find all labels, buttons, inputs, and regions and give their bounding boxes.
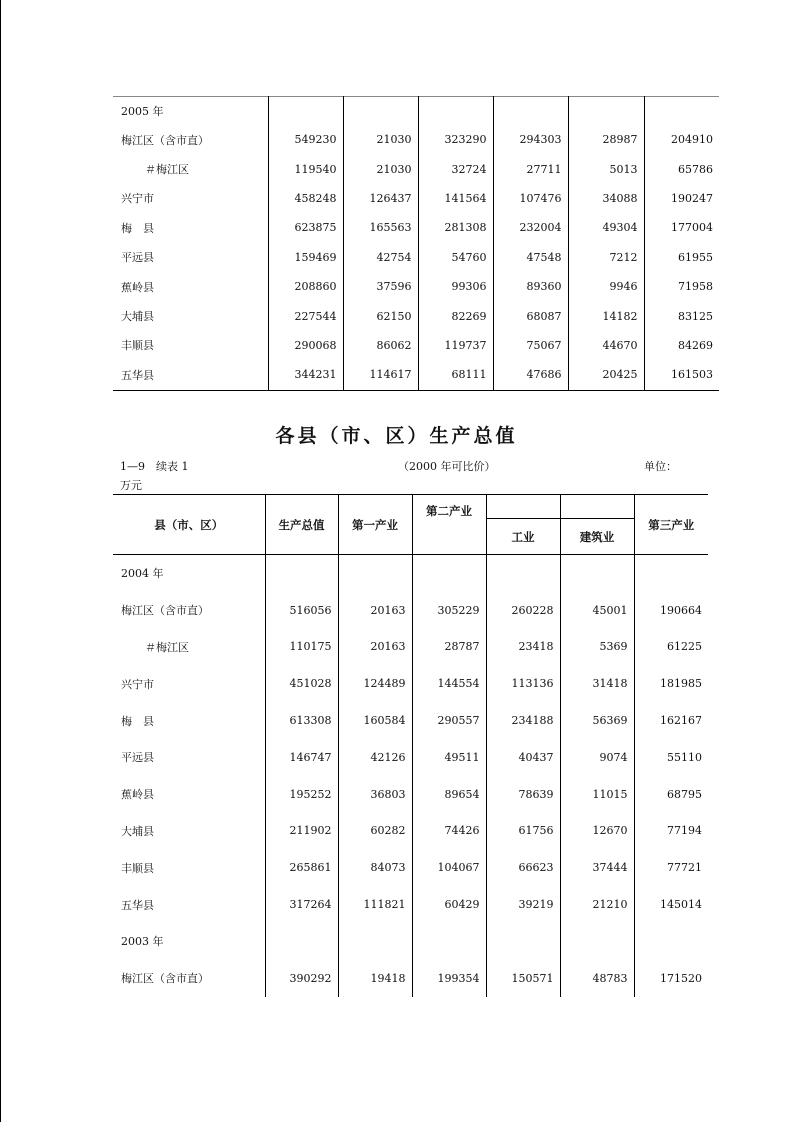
county-name: 丰顺县 <box>121 339 154 353</box>
value-cell: 145014 <box>634 886 708 923</box>
value-cell: 78639 <box>486 776 560 813</box>
table-row <box>113 360 719 390</box>
value-cell: 48783 <box>560 960 634 997</box>
value-cell: 28987 <box>568 125 644 154</box>
county-name: 兴宁市 <box>121 677 154 691</box>
value-cell: 265861 <box>265 849 338 886</box>
value-cell: 14182 <box>568 301 644 330</box>
value-cell: 20163 <box>338 629 412 666</box>
value-cell: 31418 <box>560 665 634 702</box>
value-cell: 458248 <box>268 184 343 213</box>
year-label: 2003 年 <box>121 935 164 949</box>
value-cell: 68111 <box>418 360 493 390</box>
county-name: 蕉岭县 <box>121 788 154 802</box>
value-cell: 119737 <box>418 331 493 360</box>
value-cell: 227544 <box>268 301 343 330</box>
value-cell: 40437 <box>486 739 560 776</box>
table-row <box>113 739 708 776</box>
value-cell: 613308 <box>265 702 338 739</box>
value-cell: 159469 <box>268 243 343 272</box>
value-cell: 390292 <box>265 960 338 997</box>
value-cell: 44670 <box>568 331 644 360</box>
table-row <box>113 665 708 702</box>
year-label: 2005 年 <box>121 105 164 118</box>
value-cell: 177004 <box>644 213 719 242</box>
value-cell: 54760 <box>418 243 493 272</box>
value-cell: 9946 <box>568 272 644 301</box>
value-cell: 89360 <box>493 272 568 301</box>
header-secondary: 第二产业 <box>412 495 486 519</box>
value-cell: 42754 <box>343 243 418 272</box>
county-name: 五华县 <box>121 368 154 382</box>
county-name: ＃梅江区 <box>145 640 189 654</box>
county-name: 梅江区（含市直） <box>121 133 209 147</box>
value-cell: 84073 <box>338 849 412 886</box>
table-row <box>113 331 719 360</box>
value-cell: 68087 <box>493 301 568 330</box>
value-cell: 7212 <box>568 243 644 272</box>
gdp-table-2005 <box>113 96 719 391</box>
county-name: 大埔县 <box>121 310 154 324</box>
county-name: 平远县 <box>121 251 154 265</box>
value-cell: 99306 <box>418 272 493 301</box>
county-name: 丰顺县 <box>121 861 154 875</box>
value-cell: 61955 <box>644 243 719 272</box>
value-cell: 290068 <box>268 331 343 360</box>
value-cell: 344231 <box>268 360 343 390</box>
value-cell: 61756 <box>486 813 560 850</box>
header-tertiary: 第三产业 <box>634 495 708 555</box>
value-cell: 150571 <box>486 960 560 997</box>
value-cell: 20163 <box>338 592 412 629</box>
value-cell: 60282 <box>338 813 412 850</box>
value-cell: 110175 <box>265 629 338 666</box>
value-cell: 190247 <box>644 184 719 213</box>
value-cell: 39219 <box>486 886 560 923</box>
gdp-table-2004-2003 <box>113 494 708 997</box>
header-gdp: 生产总值 <box>265 495 338 555</box>
table-row <box>113 776 708 813</box>
value-cell: 89654 <box>412 776 486 813</box>
value-cell: 161503 <box>644 360 719 390</box>
county-name: 蕉岭县 <box>121 280 154 294</box>
value-cell: 232004 <box>493 213 568 242</box>
page-left-border <box>0 0 1 1122</box>
value-cell: 61225 <box>634 629 708 666</box>
value-cell: 47686 <box>493 360 568 390</box>
value-cell: 27711 <box>493 154 568 183</box>
table-row <box>113 813 708 850</box>
price-basis: （2000 年可比价） <box>398 460 496 473</box>
value-cell: 623875 <box>268 213 343 242</box>
county-name: 梅江区（含市直） <box>121 972 209 986</box>
county-name: 兴宁市 <box>121 192 154 206</box>
value-cell: 281308 <box>418 213 493 242</box>
value-cell: 208860 <box>268 272 343 301</box>
value-cell: 47548 <box>493 243 568 272</box>
value-cell: 111821 <box>338 886 412 923</box>
value-cell: 65786 <box>644 154 719 183</box>
value-cell: 165563 <box>343 213 418 242</box>
county-name: 平远县 <box>121 751 154 765</box>
value-cell: 144554 <box>412 665 486 702</box>
value-cell: 23418 <box>486 629 560 666</box>
county-name: 梅 县 <box>121 221 154 235</box>
table-row <box>113 886 708 923</box>
value-cell: 34088 <box>568 184 644 213</box>
value-cell: 68795 <box>634 776 708 813</box>
value-cell: 260228 <box>486 592 560 629</box>
table-row <box>113 301 719 330</box>
value-cell: 190664 <box>634 592 708 629</box>
value-cell: 305229 <box>412 592 486 629</box>
value-cell: 62150 <box>343 301 418 330</box>
unit-label: 单位： <box>644 460 677 473</box>
value-cell: 5369 <box>560 629 634 666</box>
value-cell: 211902 <box>265 813 338 850</box>
table-row <box>113 213 719 242</box>
value-cell: 66623 <box>486 849 560 886</box>
header-county: 县（市、区） <box>113 495 265 555</box>
table-row <box>113 184 719 213</box>
value-cell: 323290 <box>418 125 493 154</box>
value-cell: 160584 <box>338 702 412 739</box>
value-cell: 124489 <box>338 665 412 702</box>
value-cell: 49511 <box>412 739 486 776</box>
value-cell: 60429 <box>412 886 486 923</box>
table-row <box>113 702 708 739</box>
county-name: 梅 县 <box>121 714 154 728</box>
unit-value: 万元 <box>120 479 142 492</box>
value-cell: 199354 <box>412 960 486 997</box>
header-industry: 工业 <box>486 519 560 555</box>
value-cell: 86062 <box>343 331 418 360</box>
value-cell: 28787 <box>412 629 486 666</box>
value-cell: 77194 <box>634 813 708 850</box>
value-cell: 181985 <box>634 665 708 702</box>
value-cell: 290557 <box>412 702 486 739</box>
value-cell: 104067 <box>412 849 486 886</box>
value-cell: 126437 <box>343 184 418 213</box>
value-cell: 49304 <box>568 213 644 242</box>
value-cell: 56369 <box>560 702 634 739</box>
value-cell: 549230 <box>268 125 343 154</box>
value-cell: 84269 <box>644 331 719 360</box>
table-row <box>113 849 708 886</box>
table-row <box>113 154 719 183</box>
value-cell: 162167 <box>634 702 708 739</box>
value-cell: 74426 <box>412 813 486 850</box>
value-cell: 42126 <box>338 739 412 776</box>
table-row <box>113 272 719 301</box>
table-row <box>113 629 708 666</box>
value-cell: 21030 <box>343 125 418 154</box>
value-cell: 114617 <box>343 360 418 390</box>
value-cell: 451028 <box>265 665 338 702</box>
value-cell: 55110 <box>634 739 708 776</box>
value-cell: 119540 <box>268 154 343 183</box>
value-cell: 37596 <box>343 272 418 301</box>
value-cell: 195252 <box>265 776 338 813</box>
value-cell: 171520 <box>634 960 708 997</box>
county-name: 五华县 <box>121 898 154 912</box>
header-construction: 建筑业 <box>560 519 634 555</box>
value-cell: 36803 <box>338 776 412 813</box>
value-cell: 71958 <box>644 272 719 301</box>
value-cell: 45001 <box>560 592 634 629</box>
header-primary: 第一产业 <box>338 495 412 555</box>
table-row <box>113 960 708 997</box>
county-name: ＃梅江区 <box>145 163 189 177</box>
county-name: 梅江区（含市直） <box>121 604 209 618</box>
value-cell: 19418 <box>338 960 412 997</box>
value-cell: 21210 <box>560 886 634 923</box>
table-title: 各县（市、区）生产总值 <box>275 425 518 447</box>
value-cell: 9074 <box>560 739 634 776</box>
table-row <box>113 592 708 629</box>
county-name: 大埔县 <box>121 824 154 838</box>
value-cell: 32724 <box>418 154 493 183</box>
value-cell: 20425 <box>568 360 644 390</box>
value-cell: 234188 <box>486 702 560 739</box>
value-cell: 317264 <box>265 886 338 923</box>
value-cell: 83125 <box>644 301 719 330</box>
value-cell: 77721 <box>634 849 708 886</box>
year-label: 2004 年 <box>121 567 164 581</box>
value-cell: 12670 <box>560 813 634 850</box>
value-cell: 107476 <box>493 184 568 213</box>
value-cell: 82269 <box>418 301 493 330</box>
value-cell: 11015 <box>560 776 634 813</box>
value-cell: 146747 <box>265 739 338 776</box>
value-cell: 113136 <box>486 665 560 702</box>
value-cell: 75067 <box>493 331 568 360</box>
table-row <box>113 125 719 154</box>
value-cell: 516056 <box>265 592 338 629</box>
value-cell: 5013 <box>568 154 644 183</box>
value-cell: 21030 <box>343 154 418 183</box>
table-row <box>113 243 719 272</box>
value-cell: 141564 <box>418 184 493 213</box>
value-cell: 294303 <box>493 125 568 154</box>
value-cell: 204910 <box>644 125 719 154</box>
table-number: 1—9 续表 1 <box>120 460 189 473</box>
value-cell: 37444 <box>560 849 634 886</box>
